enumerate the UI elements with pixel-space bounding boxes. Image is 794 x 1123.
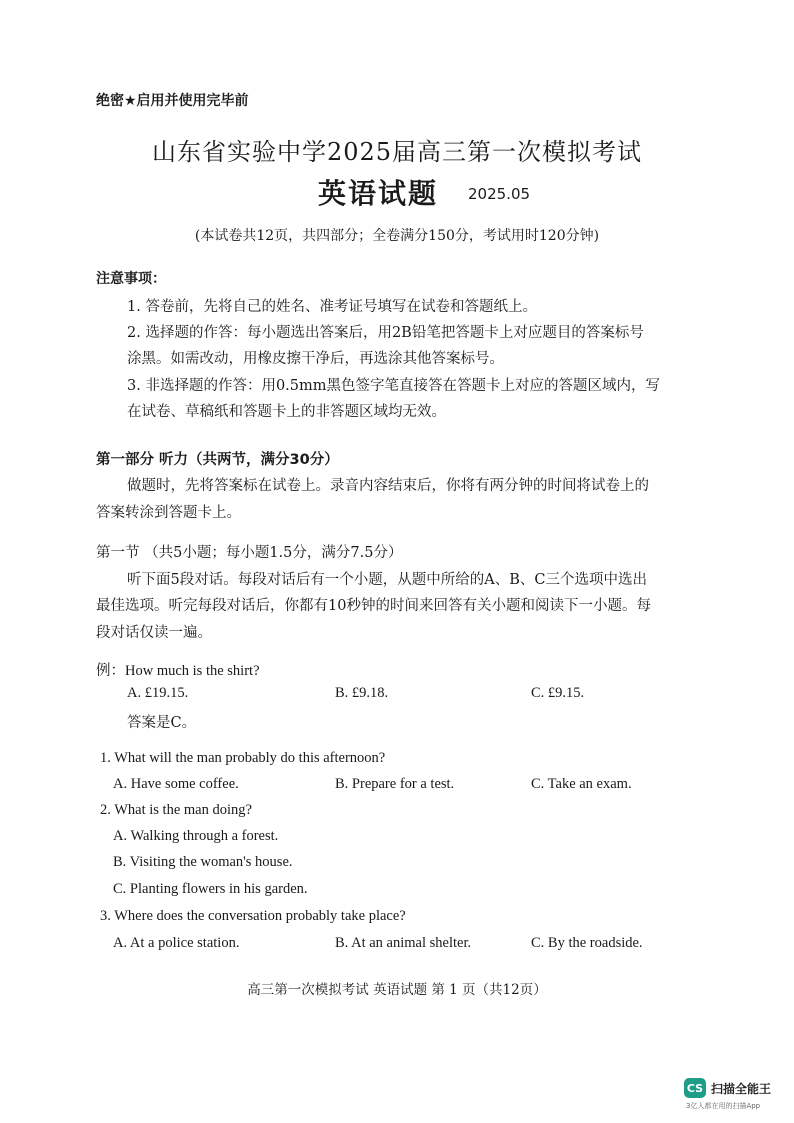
part1-heading: 第一部分 听力（共两节，满分30分）	[96, 452, 339, 468]
scanner-app-name: 扫描全能王	[711, 1081, 772, 1096]
question-1-option-b: B. Prepare for a test.	[335, 776, 455, 792]
paper-info: (本试卷共12页，共四部分；全卷满分150分，考试用时120分钟)	[194, 228, 600, 244]
part1-intro-line-1: 做题时，先将答案标在试卷上。录音内容结束后，你将有两分钟的时间将试卷上的	[127, 478, 649, 494]
question-2-stem: 2. What is the man doing?	[100, 802, 252, 818]
note-line-1: 1. 答卷前，先将自己的姓名、准考证号填写在试卷和答题纸上。	[127, 299, 537, 315]
question-2-option-c: C. Planting flowers in his garden.	[113, 881, 308, 897]
subject-title: 英语试题	[318, 177, 439, 210]
note-line-5: 在试卷、草稿纸和答题卡上的非答题区域均无效。	[127, 404, 446, 420]
question-1-option-a: A. Have some coffee.	[113, 776, 239, 792]
note-line-2: 2. 选择题的作答：每小题选出答案后，用2B铅笔把答题卡上对应题目的答案标号	[127, 325, 644, 341]
example-option-a: A. £19.15.	[127, 685, 189, 701]
example-option-c: C. £9.15.	[531, 685, 585, 701]
question-1-option-c: C. Take an exam.	[531, 776, 632, 792]
scanner-watermark	[684, 1078, 771, 1098]
note-line-4: 3. 非选择题的作答：用0.5mm黑色签字笔直接答在答题卡上对应的答题区域内，写	[127, 378, 660, 394]
notes-heading: 注意事项：	[96, 271, 166, 287]
question-2-option-a: A. Walking through a forest.	[113, 828, 279, 844]
school-exam-title: 山东省实验中学2025届高三第一次模拟考试	[151, 138, 643, 166]
section1-heading: 第一节 （共5小题；每小题1.5分，满分7.5分）	[96, 545, 403, 561]
example-option-b: B. £9.18.	[335, 685, 389, 701]
exam-date: 2025.05	[468, 185, 531, 203]
part1-intro-line-2: 答案转涂到答题卡上。	[96, 505, 241, 521]
scanner-slogan: 3亿人都在用的扫描App	[686, 1102, 761, 1110]
question-3-stem: 3. Where does the conversation probably take place?	[100, 908, 406, 924]
page-footer: 高三第一次模拟考试 英语试题 第 1 页（共12页）	[247, 982, 547, 998]
section1-intro-line-1: 听下面5段对话。每段对话后有一个小题，从题中所给的A、B、C三个选项中选出	[127, 572, 647, 588]
question-2-option-b: B. Visiting the woman's house.	[113, 854, 293, 870]
confidential-label: 绝密★启用并使用完毕前	[96, 93, 249, 109]
section1-intro-line-3: 段对话仅读一遍。	[96, 625, 212, 641]
example-question: 例：How much is the shirt?	[96, 663, 260, 679]
question-3-option-a: A. At a police station.	[113, 935, 240, 951]
question-1-stem: 1. What will the man probably do this afternoon?	[100, 750, 386, 766]
question-3-option-b: B. At an animal shelter.	[335, 935, 472, 951]
example-answer: 答案是C。	[127, 715, 197, 731]
camscanner-logo-icon: CS	[684, 1078, 706, 1098]
question-3-option-c: C. By the roadside.	[531, 935, 643, 951]
note-line-3: 涂黑。如需改动，用橡皮擦干净后，再选涂其他答案标号。	[127, 351, 504, 367]
section1-intro-line-2: 最佳选项。听完每段对话后，你都有10秒钟的时间来回答有关小题和阅读下一小题。每	[96, 598, 651, 614]
